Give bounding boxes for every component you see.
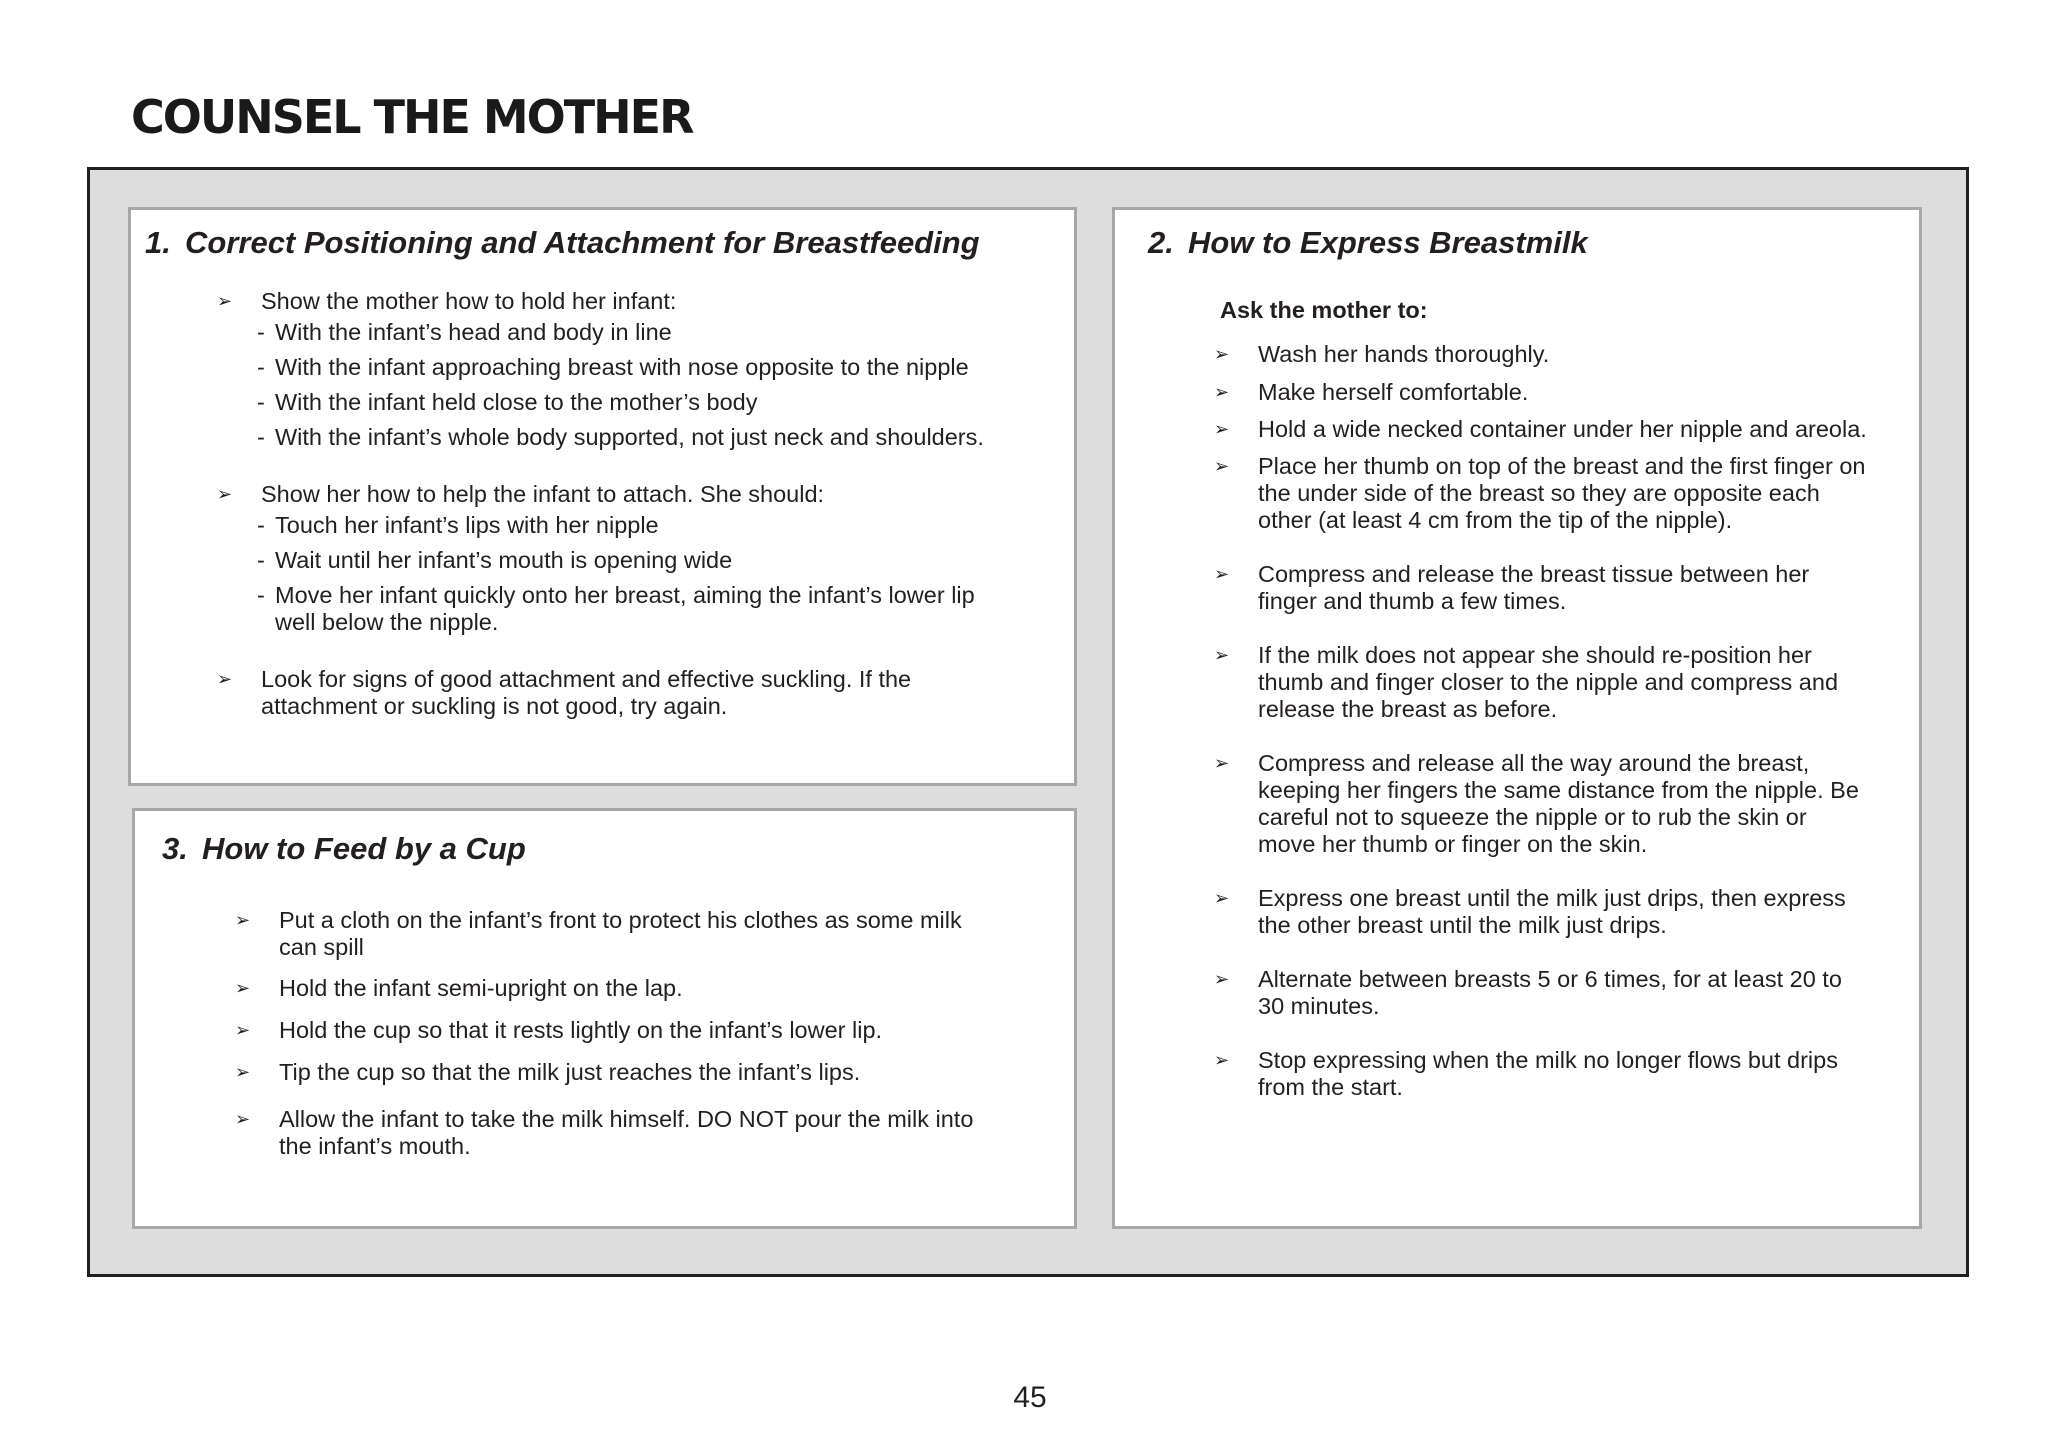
- section-2-number: 2.: [1148, 225, 1174, 260]
- sub-item-text: Move her infant quickly onto her breast, aiming the infant’s lower lip well below the nipple.: [275, 582, 975, 635]
- section-3-list: [235, 907, 999, 1160]
- section-2-list: [1214, 341, 1868, 1101]
- arrow-bullet-icon: ➢: [235, 1062, 251, 1082]
- list-item: [1214, 561, 1868, 615]
- arrow-bullet-icon: ➢: [235, 910, 251, 930]
- list-item-text: If the milk does not appear she should re-position her thumb and finger closer to the nipple and compress and release the breast as before.: [1258, 642, 1839, 722]
- list-item: [217, 481, 1041, 636]
- arrow-bullet-icon: ➢: [217, 484, 233, 504]
- list-item-text: Put a cloth on the infant’s front to protect his clothes as some milk can spill: [279, 907, 962, 960]
- sub-item-text: Wait until her infant’s mouth is opening wide: [275, 547, 733, 573]
- dash-bullet: -: [257, 547, 265, 573]
- section-3-title-text: How to Feed by a Cup: [202, 831, 526, 866]
- list-item-text: Hold the cup so that it rests lightly on the infant’s lower lip.: [279, 1017, 883, 1043]
- list-item: [1214, 379, 1868, 406]
- section-2-title: [1148, 226, 1588, 260]
- dash-bullet: -: [257, 354, 265, 380]
- list-item-text: Hold the infant semi-upright on the lap.: [279, 975, 683, 1001]
- arrow-bullet-icon: ➢: [217, 291, 233, 311]
- list-item-text: Compress and release all the way around the breast, keeping her fingers the same distance from the nipple. Be careful not to squeeze the nipple or to rub the skin or move her thumb or finger on the skin.: [1258, 750, 1859, 857]
- list-item-text: Make herself comfortable.: [1258, 379, 1529, 405]
- arrow-bullet-icon: ➢: [1214, 753, 1230, 773]
- section-1-title: [145, 226, 980, 260]
- list-item: [1214, 341, 1868, 368]
- arrow-bullet-icon: ➢: [1214, 1050, 1230, 1070]
- arrow-bullet-icon: ➢: [1214, 564, 1230, 584]
- dash-bullet: -: [257, 582, 265, 608]
- section-1-list-b: [217, 481, 1041, 644]
- list-item-text: Stop expressing when the milk no longer flows but drips from the start.: [1258, 1047, 1838, 1100]
- list-item: [1214, 1047, 1868, 1101]
- list-item-text: Look for signs of good attachment and effective suckling. If the attachment or suckling is not good, try again.: [261, 666, 912, 719]
- arrow-bullet-icon: ➢: [1214, 382, 1230, 402]
- list-item: [235, 1106, 999, 1160]
- section-3-title: [162, 832, 526, 866]
- list-item: [1214, 750, 1868, 858]
- sub-item-text: With the infant approaching breast with nose opposite to the nipple: [275, 354, 969, 380]
- list-item-text: Tip the cup so that the milk just reaches the infant’s lips.: [279, 1059, 861, 1085]
- list-item-text: Allow the infant to take the milk himself. DO NOT pour the milk into the infant’s mouth.: [279, 1106, 974, 1159]
- list-item-text: Alternate between breasts 5 or 6 times, for at least 20 to 30 minutes.: [1258, 966, 1842, 1019]
- list-item: [235, 907, 999, 961]
- section-1-number: 1.: [145, 225, 171, 260]
- sub-item-text: With the infant held close to the mother’s body: [275, 389, 758, 415]
- section-1-list-c: [217, 666, 981, 720]
- sub-list-item: [257, 424, 1041, 451]
- arrow-bullet-icon: ➢: [1214, 969, 1230, 989]
- page-title: COUNSEL THE MOTHER: [131, 90, 693, 144]
- sub-list-item: [257, 512, 1041, 539]
- list-item-text: Place her thumb on top of the breast and the first finger on the under side of the breast so they are opposite each other (at least 4 cm from the tip of the nipple).: [1258, 453, 1866, 533]
- arrow-bullet-icon: ➢: [235, 1109, 251, 1129]
- list-item-text: Show the mother how to hold her infant:: [261, 288, 677, 314]
- arrow-bullet-icon: ➢: [235, 1020, 251, 1040]
- dash-bullet: -: [257, 319, 265, 345]
- arrow-bullet-icon: ➢: [1214, 419, 1230, 439]
- list-item: [1214, 642, 1868, 723]
- list-item: [1214, 416, 1868, 443]
- sub-item-text: With the infant’s head and body in line: [275, 319, 672, 345]
- dash-bullet: -: [257, 512, 265, 538]
- section-2-title-text: How to Express Breastmilk: [1188, 225, 1588, 260]
- section-1-title-text: Correct Positioning and Attachment for Breastfeeding: [185, 225, 980, 260]
- list-item: [217, 666, 981, 720]
- list-item: [1214, 453, 1868, 534]
- list-item-text: Compress and release the breast tissue between her finger and thumb a few times.: [1258, 561, 1810, 614]
- sub-list-item: [257, 547, 1041, 574]
- sub-list-item: [257, 319, 1041, 346]
- list-item-text: Wash her hands thoroughly.: [1258, 341, 1550, 367]
- arrow-bullet-icon: ➢: [1214, 888, 1230, 908]
- arrow-bullet-icon: ➢: [235, 978, 251, 998]
- list-item-text: Hold a wide necked container under her nipple and areola.: [1258, 416, 1867, 442]
- section-1-list: [217, 288, 1041, 459]
- list-item: [1214, 885, 1868, 939]
- arrow-bullet-icon: ➢: [1214, 645, 1230, 665]
- sub-list: [257, 512, 1041, 636]
- dash-bullet: -: [257, 424, 265, 450]
- list-item: [1214, 966, 1868, 1020]
- list-item-text: Express one breast until the milk just drips, then express the other breast until the milk just drips.: [1258, 885, 1846, 938]
- sub-list-item: [257, 582, 1041, 636]
- arrow-bullet-icon: ➢: [217, 669, 233, 689]
- list-item: [217, 288, 1041, 451]
- list-item: [235, 1059, 999, 1086]
- page-number: 45: [1013, 1381, 1047, 1414]
- sub-list-item: [257, 389, 1041, 416]
- list-item-text: Show her how to help the infant to attach. She should:: [261, 481, 825, 507]
- list-item: [235, 975, 999, 1002]
- dash-bullet: -: [257, 389, 265, 415]
- arrow-bullet-icon: ➢: [1214, 344, 1230, 364]
- sub-item-text: With the infant’s whole body supported, not just neck and shoulders.: [275, 424, 984, 450]
- section-2-intro: Ask the mother to:: [1220, 297, 1428, 323]
- sub-item-text: Touch her infant’s lips with her nipple: [275, 512, 659, 538]
- list-item: [235, 1017, 999, 1044]
- section-3-number: 3.: [162, 831, 188, 866]
- sub-list: [257, 319, 1041, 451]
- sub-list-item: [257, 354, 1041, 381]
- arrow-bullet-icon: ➢: [1214, 456, 1230, 476]
